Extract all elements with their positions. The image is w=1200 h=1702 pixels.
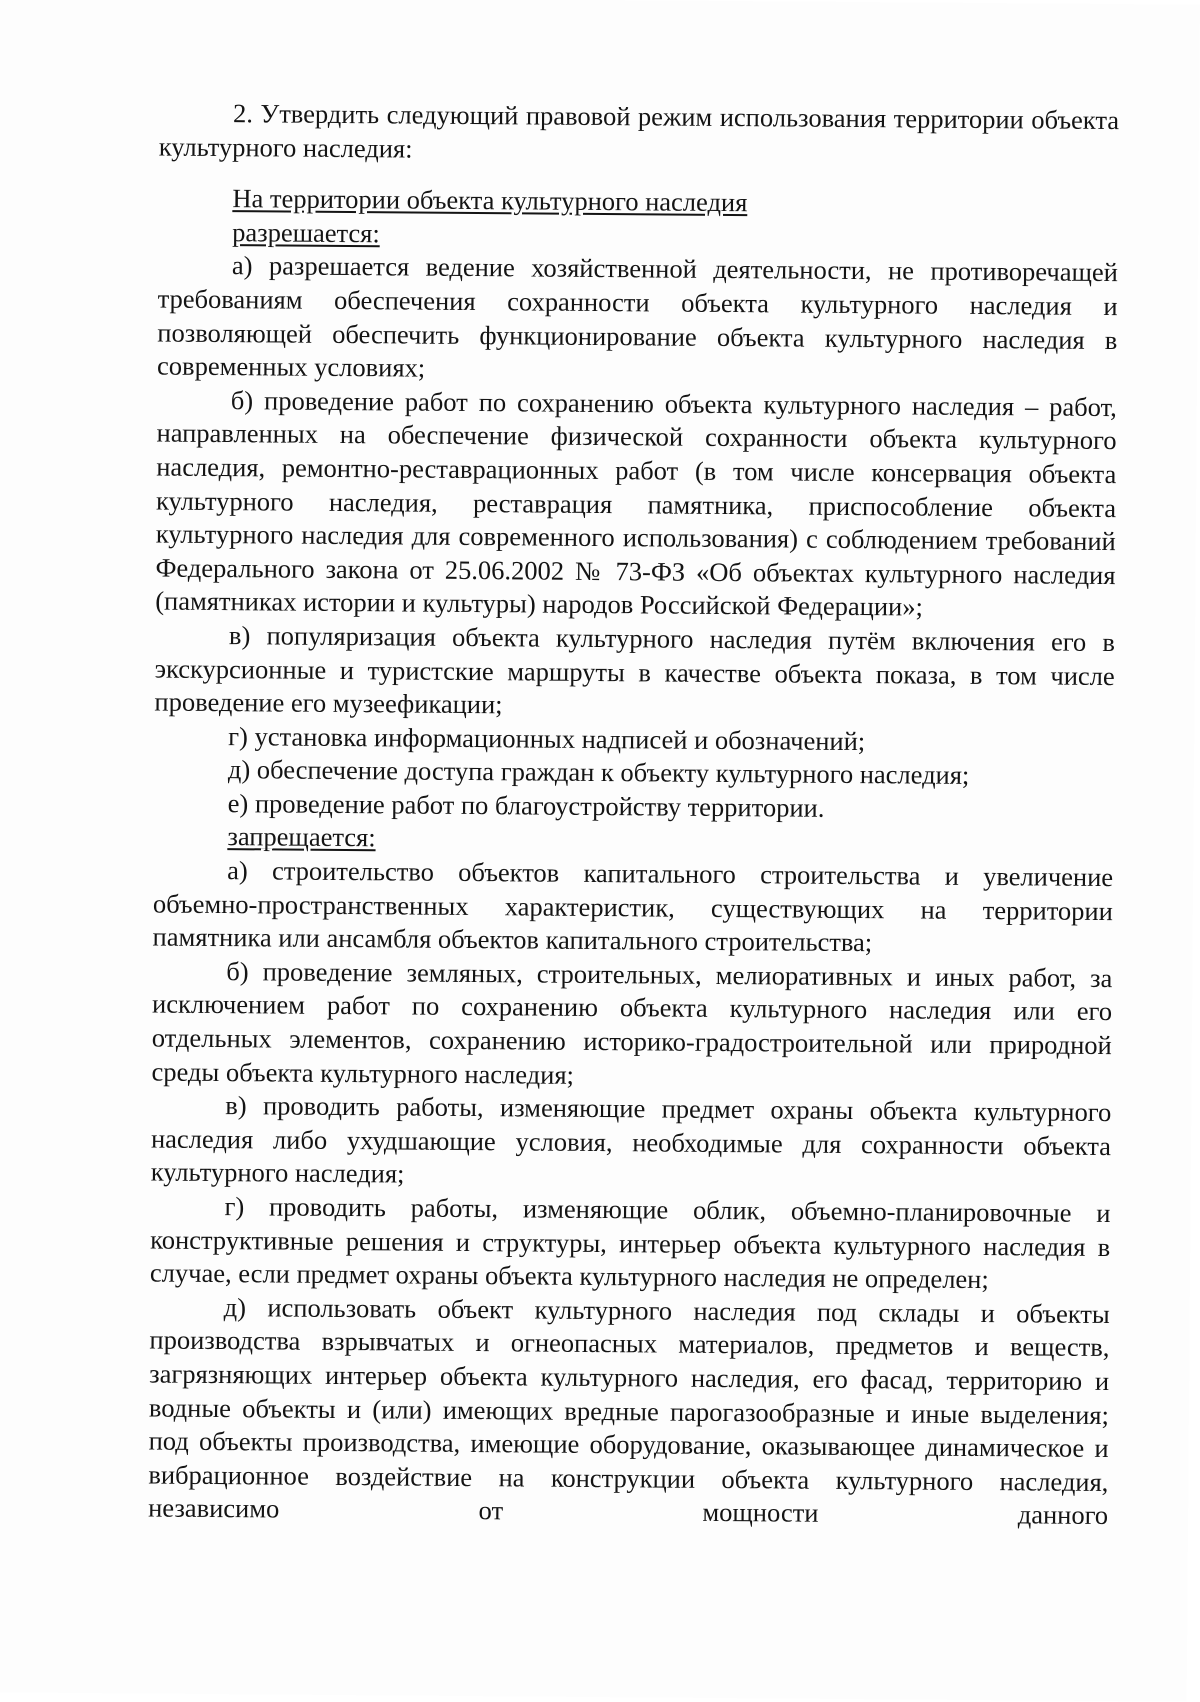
forbidden-label: запрещается:: [227, 821, 376, 853]
allowed-item-b: б) проведение работ по сохранению объекта культурного наследия – работ, направленных на обеспечение физической сохранности объекта культурного наследия, ремонтно-реставрационных работ (в том числе консервация объекта культурного наследия, реставрация памятника, приспособление объекта культурного наследия для современного использования) с соблюдением требований Федерального закона от 25.06.2002 № 73-ФЗ «Об объектах культурного наследия (памятниках истории и культуры) народов Российской Федерации»;: [155, 384, 1117, 622]
forbidden-item-g: г) проводить работы, изменяющие облик, объемно-планировочные и конструктивные решения и структуры, интерьер объекта культурного наследия в случае, если предмет охраны объекта культурного наследия не определен;: [149, 1191, 1111, 1295]
document-body: [148, 97, 1119, 1533]
allowed-item-v: в) популяризация объекта культурного наследия путём включения его в экскурсионные и туристские маршруты в качестве объекта показа, в том числе проведение его музеефикации;: [154, 620, 1116, 720]
forbidden-item-v: в) проводить работы, изменяющие предмет охраны объекта культурного наследия либо ухудшающие условия, необходимые для сохранности объекта культурного наследия;: [150, 1090, 1112, 1189]
forbidden-item-a: а) строительство объектов капитального строительства и увеличение объемно-пространственных характеристик, существующих на территории памятника или ансамбля объектов капитального строительства;: [152, 855, 1114, 958]
allowed-item-g: г) установка информационных надписей и обозначений;: [228, 720, 866, 756]
forbidden-item-b: б) проведение земляных, строительных, мелиоративных и иных работ, за исключением работ по сохранению объекта культурного наследия или его отдельных элементов, сохранению историко-градостроительной или природной среды объекта культурного наследия;: [151, 955, 1113, 1090]
forbidden-item-d: д) использовать объект культурного наследия под склады и объекты производства взрывчатых и огнеопасных материалов, предметов и веществ, загрязняющих интерьер объекта культурного наследия, его фасад, территорию и водные объекты и (или) имеющих вредные парогазообразные и иные выделения; под объекты производства, имеющие оборудование, оказывающее динамическое и вибрационное воздействие на конструкции объекта культурного наследия, независимо от мощности данного: [148, 1291, 1110, 1531]
allowed-item-d: д) обеспечение доступа граждан к объекту культурного наследия;: [227, 754, 970, 791]
intro-paragraph: 2. Утвердить следующий правовой режим использования территории объекта культурного наследия:: [158, 98, 1120, 164]
allowed-item-a: а) разрешается ведение хозяйственной деятельности, не противоречащей требованиям обеспечения сохранности объекта культурного наследия и позволяющей обеспечить функционирование объекта культурного наследия в современных условиях;: [156, 250, 1118, 383]
allowed-item-e: е) проведение работ по благоустройству территории.: [227, 787, 825, 823]
territory-heading: На территории объекта культурного наследия: [232, 183, 748, 218]
allowed-label: разрешается:: [232, 216, 380, 249]
